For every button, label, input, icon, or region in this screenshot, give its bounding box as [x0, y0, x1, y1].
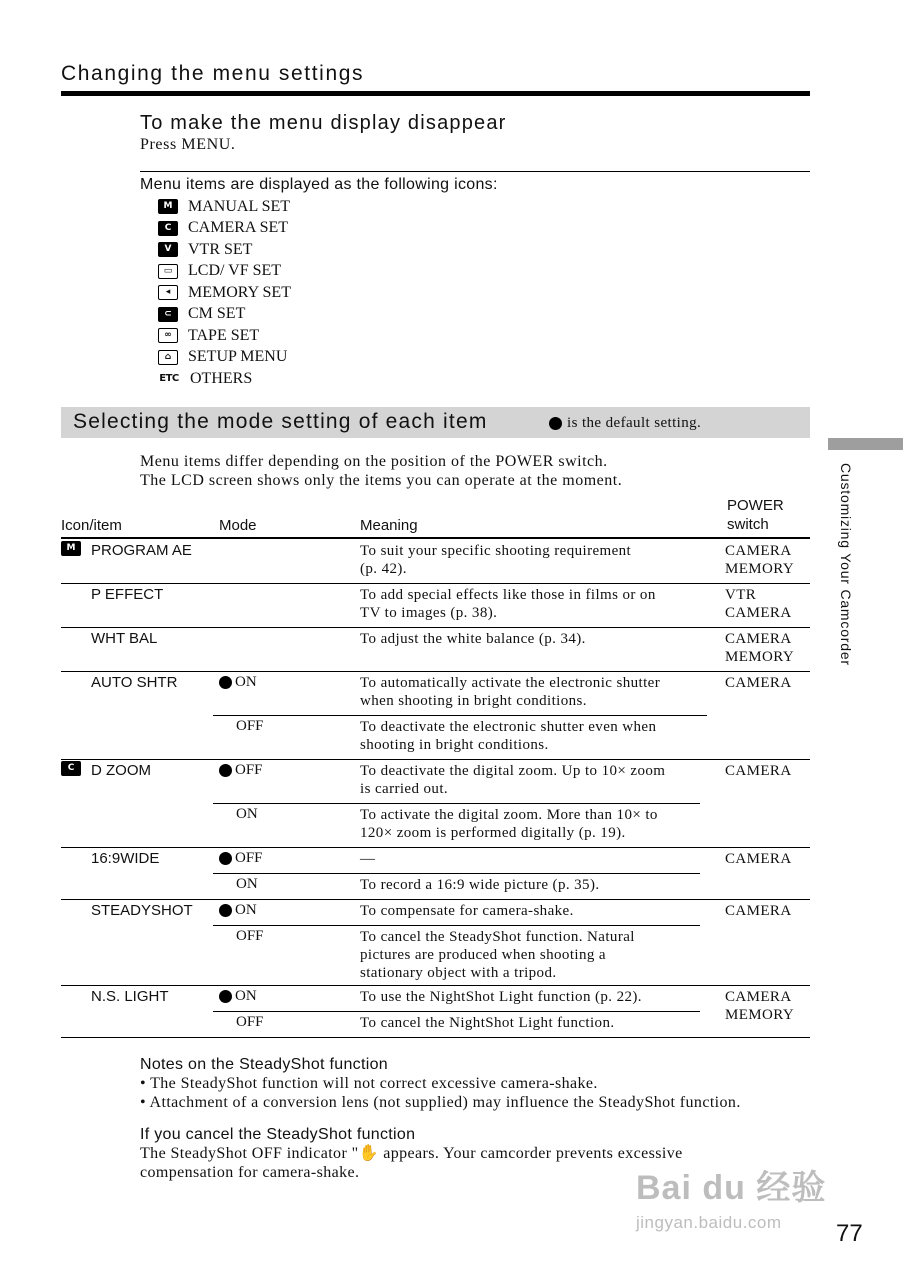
camera-set-icon: C [61, 761, 81, 776]
default-bullet-icon [219, 764, 232, 777]
row-power-line: CAMERA [725, 631, 792, 647]
row-item: STEADYSHOT [91, 902, 193, 919]
page-title: Changing the menu settings [61, 62, 365, 85]
row-mode [219, 718, 264, 735]
row-meaning-line: To record a 16:9 wide picture (p. 35). [360, 877, 600, 893]
watermark-main: Bai du 经验 [636, 1169, 827, 1207]
row-divider [61, 899, 810, 900]
row-mode-text: ON [236, 876, 258, 892]
row-divider [61, 847, 810, 848]
default-bullet-icon [219, 676, 232, 689]
row-power-line: MEMORY [725, 561, 795, 577]
row-meaning [360, 988, 710, 1006]
divider [140, 171, 810, 172]
row-power [725, 586, 792, 622]
row-meaning-line: To activate the digital zoom. More than 10× to [360, 807, 658, 823]
row-meaning-line: To cancel the SteadyShot function. Natural [360, 929, 635, 945]
row-mode-text: OFF [235, 762, 263, 778]
note-item: • Attachment of a conversion lens (not supplied) may influence the SteadyShot function. [140, 1094, 741, 1111]
row-divider [213, 803, 700, 804]
row-meaning-line: To add special effects like those in films or on [360, 587, 656, 603]
intro-line: Menu items differ depending on the position of the POWER switch. [140, 453, 608, 470]
row-mode [219, 850, 263, 867]
row-meaning [360, 762, 710, 798]
row-power [725, 762, 792, 780]
table-row [61, 671, 810, 715]
table-row [61, 583, 810, 627]
cm-set-icon: ⊂ [158, 307, 178, 322]
row-item: 16:9WIDE [91, 850, 160, 867]
row-divider [61, 627, 810, 628]
manual-set-icon: M [61, 541, 81, 556]
watermark-sub: jingyan.baidu.com [636, 1213, 782, 1232]
table-row [61, 803, 810, 847]
row-meaning-line: To deactivate the digital zoom. Up to 10× zoom [360, 763, 666, 779]
row-meaning-line: To use the NightShot Light function (p. 22). [360, 989, 642, 1005]
row-mode-text: ON [236, 806, 258, 822]
menu-icon-item [158, 325, 291, 347]
menu-icon-item [158, 261, 291, 283]
row-divider [213, 715, 707, 716]
row-mode [219, 988, 257, 1005]
side-tab-label: Customizing Your Camcorder [838, 463, 854, 666]
row-divider [213, 1011, 700, 1012]
row-mode-text: ON [235, 674, 257, 690]
menu-icon-label: TAPE SET [188, 326, 260, 344]
row-power-line: MEMORY [725, 1007, 795, 1023]
lcd-vf-set-icon: ▭ [158, 264, 178, 279]
default-note-text: is the default setting. [567, 415, 702, 431]
row-divider [61, 985, 810, 986]
row-meaning-line: stationary object with a tripod. [360, 965, 557, 981]
header-power [727, 496, 784, 534]
row-mode [219, 902, 257, 919]
notes-title: Notes on the SteadyShot function [140, 1056, 388, 1073]
row-meaning [360, 902, 710, 920]
row-power-line: VTR [725, 587, 757, 603]
row-divider [61, 671, 810, 672]
row-meaning-line: TV to images (p. 38). [360, 605, 498, 621]
row-meaning [360, 806, 710, 842]
row-meaning-line: To cancel the NightShot Light function. [360, 1015, 615, 1031]
intro-line: The LCD screen shows only the items you can operate at the moment. [140, 472, 623, 489]
table-row [61, 847, 810, 873]
note-item: • The SteadyShot function will not correct excessive camera-shake. [140, 1075, 598, 1092]
table-row [61, 627, 810, 671]
default-bullet-icon [549, 417, 562, 430]
row-item: AUTO SHTR [91, 674, 178, 691]
row-item: D ZOOM [91, 762, 151, 779]
row-power-line: MEMORY [725, 649, 795, 665]
tape-set-icon: ∞ [158, 328, 178, 343]
row-mode [219, 1014, 264, 1031]
row-item: PROGRAM AE [91, 542, 192, 559]
disappear-title: To make the menu display disappear [140, 112, 507, 134]
row-power-line: CAMERA [725, 763, 792, 779]
header-item: Icon/item [61, 517, 122, 534]
section-title: Selecting the mode setting of each item [73, 410, 488, 433]
cancel-text: The SteadyShot OFF indicator "✋ appears. Your camcorder prevents excessive compensation for camera-shake. [140, 1145, 683, 1181]
header-power-line: switch [727, 516, 769, 533]
row-mode-text: ON [235, 902, 257, 918]
row-meaning [360, 1014, 710, 1032]
row-power [725, 542, 794, 578]
default-note [549, 415, 701, 432]
row-meaning [360, 850, 710, 868]
default-bullet-icon [219, 904, 232, 917]
table-row [61, 925, 810, 985]
table-row [61, 759, 810, 803]
table-header [61, 496, 810, 536]
row-meaning-line: is carried out. [360, 781, 449, 797]
header-meaning: Meaning [360, 517, 418, 534]
watermark [636, 1160, 851, 1240]
row-meaning-line: 120× zoom is performed digitally (p. 19). [360, 825, 626, 841]
row-power-line: CAMERA [725, 989, 792, 1005]
menu-icon-label: OTHERS [190, 369, 253, 387]
row-mode-text: OFF [236, 1014, 264, 1030]
row-meaning-line: To deactivate the electronic shutter even when [360, 719, 657, 735]
menu-icon-label: VTR SET [188, 240, 253, 258]
table-row [61, 1011, 810, 1037]
header-mode: Mode [219, 517, 257, 534]
section-header-bar [61, 407, 810, 438]
menu-icon-item [158, 304, 291, 326]
row-item: WHT BAL [91, 630, 158, 647]
row-meaning-line: (p. 42). [360, 561, 407, 577]
memory-set-icon: ◂ [158, 285, 178, 300]
row-divider [61, 759, 810, 760]
table-row [61, 715, 810, 759]
icons-intro: Menu items are displayed as the following icons: [140, 176, 498, 193]
menu-icon-label: MANUAL SET [188, 197, 291, 215]
table-row [61, 539, 810, 583]
row-power [725, 850, 792, 868]
row-divider [61, 1037, 810, 1038]
notes-list [140, 1074, 780, 1112]
intro-text [140, 452, 622, 490]
vtr-set-icon: V [158, 242, 178, 257]
menu-icon-label: CAMERA SET [188, 219, 289, 237]
page-number: 77 [836, 1220, 863, 1247]
row-meaning-line: shooting in bright conditions. [360, 737, 549, 753]
etc-icon: ETC [159, 372, 179, 384]
cancel-title: If you cancel the SteadyShot function [140, 1126, 416, 1143]
header-rule [61, 91, 810, 96]
camera-set-icon: C [158, 221, 178, 236]
default-bullet-icon [219, 990, 232, 1003]
row-meaning [360, 630, 710, 648]
row-meaning [360, 876, 710, 894]
row-mode [219, 806, 258, 823]
row-power [725, 674, 792, 692]
row-item: N.S. LIGHT [91, 988, 169, 1005]
row-power [725, 630, 794, 666]
row-power-line: CAMERA [725, 851, 792, 867]
menu-icon-item [158, 347, 291, 369]
row-meaning-line: pictures are produced when shooting a [360, 947, 606, 963]
setup-menu-icon: ⌂ [158, 350, 178, 365]
row-divider [61, 583, 810, 584]
row-mode-text: OFF [236, 928, 264, 944]
menu-icon-item [158, 282, 291, 304]
table-row [61, 873, 810, 899]
row-mode [219, 928, 264, 945]
manual-set-icon: M [158, 199, 178, 214]
row-meaning [360, 928, 710, 982]
row-meaning-line: To compensate for camera-shake. [360, 903, 574, 919]
row-mode [219, 762, 263, 779]
row-power-line: CAMERA [725, 675, 792, 691]
row-meaning-line: when shooting in bright conditions. [360, 693, 587, 709]
row-divider [213, 873, 700, 874]
row-power-line: CAMERA [725, 605, 792, 621]
row-item: P EFFECT [91, 586, 164, 603]
row-meaning [360, 718, 710, 754]
row-meaning [360, 674, 710, 710]
row-mode-text: ON [235, 988, 257, 1004]
menu-icon-label: LCD/ VF SET [188, 262, 282, 280]
row-mode-text: OFF [236, 718, 264, 734]
row-meaning-line: To suit your specific shooting requirement [360, 543, 632, 559]
row-mode [219, 674, 257, 691]
row-mode [219, 876, 258, 893]
menu-icon-label: MEMORY SET [188, 283, 291, 301]
row-meaning-line: To adjust the white balance (p. 34). [360, 631, 586, 647]
row-power [725, 902, 792, 920]
row-meaning [360, 542, 710, 578]
row-mode-text: OFF [235, 850, 263, 866]
row-power-line: CAMERA [725, 903, 792, 919]
header-power-line: POWER [727, 497, 784, 514]
row-meaning-line: To automatically activate the electronic shutter [360, 675, 661, 691]
row-divider [213, 925, 700, 926]
menu-icon-list [158, 196, 291, 390]
side-tab [828, 438, 903, 450]
menu-icon-item [158, 218, 291, 240]
menu-icon-item [158, 368, 291, 390]
menu-icon-item [158, 196, 291, 218]
menu-icon-item [158, 239, 291, 261]
row-power-line: CAMERA [725, 543, 792, 559]
menu-icon-label: SETUP MENU [188, 348, 288, 366]
row-meaning-line: — [360, 851, 376, 867]
row-meaning [360, 586, 710, 622]
default-bullet-icon [219, 852, 232, 865]
menu-icon-label: CM SET [188, 305, 246, 323]
disappear-text: Press MENU. [140, 136, 236, 153]
table-row [61, 899, 810, 925]
